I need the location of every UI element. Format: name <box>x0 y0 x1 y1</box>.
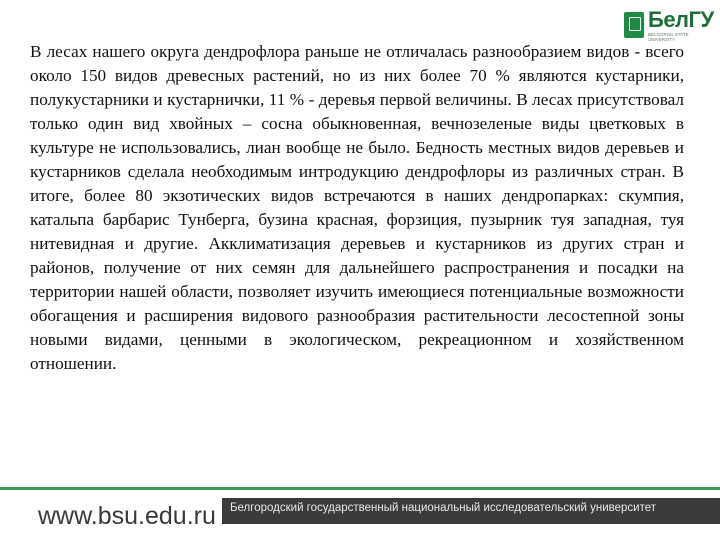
footer-divider <box>0 487 720 490</box>
footer-website: www.bsu.edu.ru <box>38 502 216 530</box>
footer-university-name: Белгородский государственный национальный исследовательский университет <box>230 502 657 514</box>
logo-name: БелГУ <box>648 7 714 32</box>
shield-emblem-icon <box>624 12 644 38</box>
footer <box>0 498 720 540</box>
logo-subtitle: BELGOROD STATE UNIVERSITY <box>648 32 689 42</box>
main-paragraph: В лесах нашего округа дендрофлора раньше не отличалась разнообразием видов - всего около 150 видов древесных растений, но из них более 70 % являются кустарники, полукустарники и кустарнички, 11 % - деревья первой величины. В лесах присутствовал только один вид хвойных – сосна обыкновенная, вечнозеленые виды цветковых в культуре не использовались, лиан вообще не было. Бедность местных видов деревьев и кустарников сделала необходимым интродукцию дендрофлоры из различных стран. В итоге, более 80 экзотических видов встречаются в наших дендропарках: скумпия, катальпа барбарис Тунберга, бузина красная, форзиция, пузырник туя западная, туя нитевидная и другие. Акклиматизация деревьев и кустарников из других стран и районов, получение от них семян для дальнейшего распространения и посадки на территории нашей области, позволяет изучить имеющиеся потенциальные возможности обогащения и расширения видового разнообразия растительности лесостепной зоны новыми видами, ценными в экологическом, рекреационном и хозяйственном отношении. <box>30 42 684 373</box>
